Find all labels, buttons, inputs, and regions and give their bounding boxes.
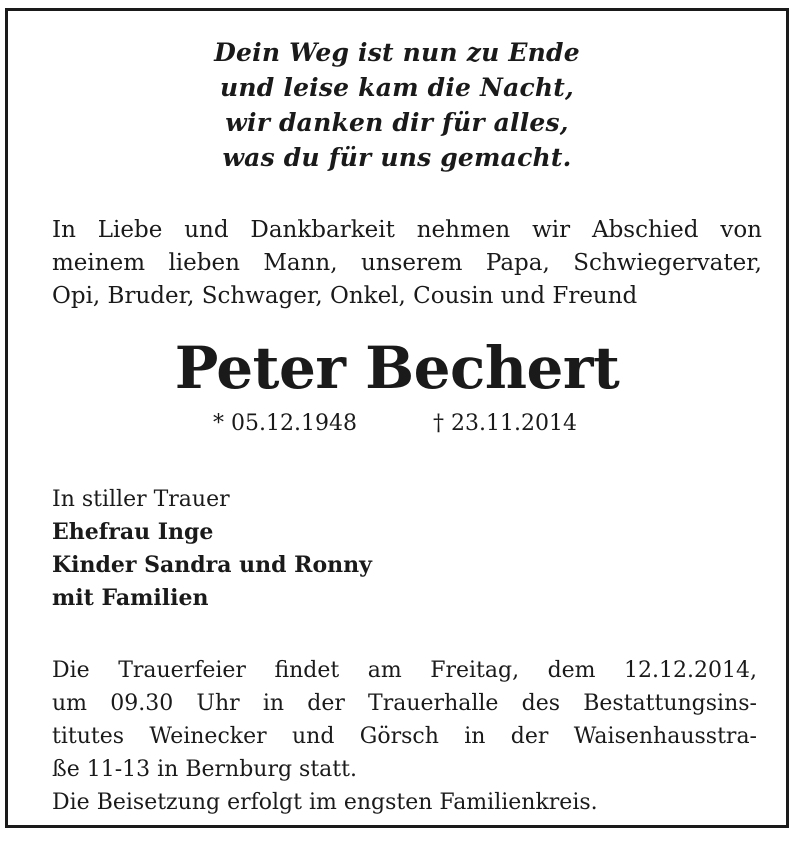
ceremony-details <box>52 654 757 819</box>
birth-date: * 05.12.1948 <box>213 411 357 436</box>
deceased-name: Peter Bechert <box>174 334 620 402</box>
mourners-heading: In stiller Trauer <box>52 487 230 512</box>
mourner-name: mit Familien <box>52 585 209 611</box>
poem-line: und leise kam die Nacht, <box>220 73 574 102</box>
poem-line: wir danken dir für alles, <box>225 108 569 137</box>
ceremony-line: Die Trauerfeier findet am Freitag, dem 12.12.2014, <box>52 658 757 683</box>
death-date: † 23.11.2014 <box>433 411 577 436</box>
ceremony-line: titutes Weinecker und Görsch in der Waisenhausstra- <box>52 724 757 749</box>
ceremony-line: um 09.30 Uhr in der Trauerhalle des Bestattungsins- <box>52 691 757 716</box>
ceremony-line: ße 11-13 in Bernburg statt. <box>52 757 357 782</box>
farewell-line: In Liebe und Dankbarkeit nehmen wir Abschied von <box>52 217 762 243</box>
memorial-poem <box>8 35 786 175</box>
ceremony-line: Die Beisetzung erfolgt im engsten Familienkreis. <box>52 790 598 815</box>
obituary-notice <box>5 8 789 828</box>
mourners-block <box>52 483 372 615</box>
farewell-line: meinem lieben Mann, unserem Papa, Schwiegervater, <box>52 250 762 276</box>
poem-line: was du für uns gemacht. <box>222 143 572 172</box>
poem-line: Dein Weg ist nun zu Ende <box>214 38 580 67</box>
farewell-text <box>52 214 762 313</box>
mourner-name: Ehefrau Inge <box>52 519 214 545</box>
mourner-name: Kinder Sandra und Ronny <box>52 552 372 578</box>
farewell-line: Opi, Bruder, Schwager, Onkel, Cousin und Freund <box>52 283 638 309</box>
